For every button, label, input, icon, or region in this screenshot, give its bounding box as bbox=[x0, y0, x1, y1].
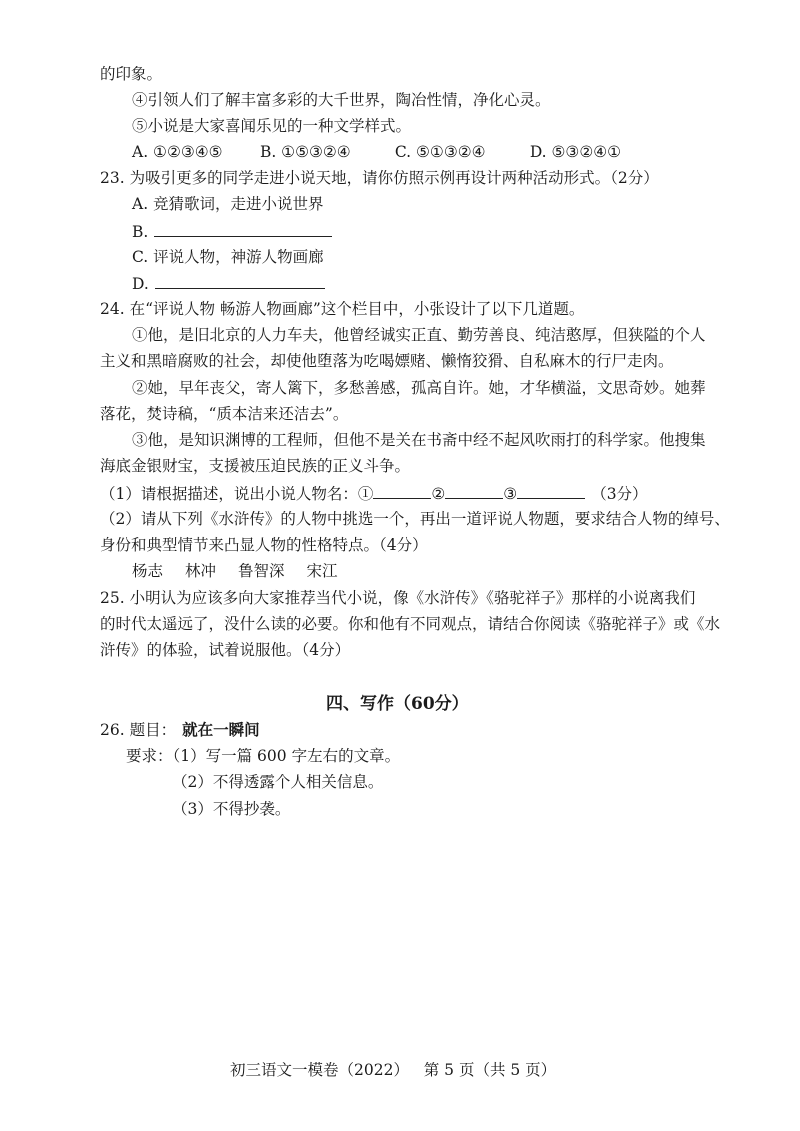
q26-requirement-text: （1）写一篇 600 字左右的文章。 bbox=[172, 747, 401, 765]
character-name: 林冲 bbox=[185, 562, 217, 580]
character-name: 鲁智深 bbox=[238, 562, 285, 580]
q24-para2-line1: ②她，早年丧父，寄人篱下，多愁善感，孤高自许。她，才华横溢，文思奇妙。她葬 bbox=[132, 379, 706, 397]
q25-line3: 浒传》的体验，试着说服他。（4分） bbox=[100, 641, 351, 659]
q23-example-a: A. 竞猜歌词，走进小说世界 bbox=[132, 195, 324, 213]
q23-item-d bbox=[132, 272, 325, 295]
q23-stem: 23. 为吸引更多的同学走进小说天地，请你仿照示例再设计两种活动形式。（2分） bbox=[100, 169, 659, 187]
q24-sub1-prefix: （1）请根据描述，说出小说人物名：① bbox=[100, 485, 374, 503]
q22-options bbox=[132, 141, 621, 163]
q24-character-list bbox=[132, 560, 360, 582]
character-name: 宋江 bbox=[306, 562, 338, 580]
q22-option-d: D. ⑤③②④① bbox=[529, 143, 622, 161]
q25-line1: 25. 小明认为应该多向大家推荐当代小说，像《水浒传》《骆驼祥子》那样的小说离我们 bbox=[100, 589, 696, 607]
q26-title: 就在一瞬间 bbox=[182, 720, 260, 739]
q22-continuation: 的印象。 bbox=[100, 65, 163, 83]
q23-label-b: B. bbox=[132, 223, 149, 241]
q24-stem: 24. 在“评说人物 畅游人物画廊”这个栏目中，小张设计了以下几道题。 bbox=[100, 300, 585, 318]
q22-option-a: A. ①②③④⑤ bbox=[132, 143, 223, 161]
q24-para1-line2: 主义和黑暗腐败的社会，却使他堕落为吃喝嫖赌、懒惰狡猾、自私麻木的行尸走肉。 bbox=[100, 352, 674, 370]
q24-sub2-line1: （2）请从下列《水浒传》的人物中挑选一个，再出一道评说人物题，要求结合人物的绰号、 bbox=[100, 510, 730, 528]
q22-item-5: ⑤小说是大家喜闻乐见的一种文学样式。 bbox=[132, 117, 412, 135]
q24-para1-line1: ①他，是旧北京的人力车夫，他曾经诚实正直、勤劳善良、纯洁憨厚，但狭隘的个人 bbox=[132, 326, 706, 344]
q24-sub1 bbox=[100, 482, 648, 505]
q24-para2-line2: 落花，焚诗稿，“质本洁来还洁去”。 bbox=[100, 405, 349, 423]
section-heading: 四、写作（60分） bbox=[326, 694, 469, 714]
q26-requirement-label: 要求： bbox=[126, 747, 173, 765]
q24-sub1-score: （3分） bbox=[591, 485, 648, 503]
q23-answer-d-blank[interactable] bbox=[155, 272, 325, 289]
q23-label-d: D. bbox=[132, 275, 149, 293]
q24-sub1-marker-2: ② bbox=[431, 485, 446, 503]
q23-answer-b-blank[interactable] bbox=[154, 220, 332, 237]
q23-example-c: C. 评说人物，神游人物画廊 bbox=[132, 248, 324, 266]
q26-label: 26. 题目： bbox=[100, 721, 177, 739]
q25-line2: 的时代太遥远了，没什么读的必要。你和他有不同观点，请结合你阅读《骆驼祥子》或《水 bbox=[100, 615, 721, 633]
q24-sub2-line2: 身份和典型情节来凸显人物的性格特点。（4分） bbox=[100, 536, 428, 554]
q22-option-b: B. ①⑤③②④ bbox=[259, 143, 351, 161]
page-footer: 初三语文一模卷（2022） 第 5 页（共 5 页） bbox=[230, 1061, 557, 1079]
q22-item-4: ④引领人们了解丰富多彩的大千世界，陶冶性情，净化心灵。 bbox=[132, 91, 551, 109]
q26-topic bbox=[100, 719, 260, 741]
q22-option-c: C. ⑤①③②④ bbox=[394, 143, 486, 161]
q24-answer-2-blank[interactable] bbox=[445, 482, 503, 499]
character-name: 杨志 bbox=[132, 562, 164, 580]
q26-requirement-3: （3）不得抄袭。 bbox=[172, 800, 291, 818]
q23-item-b bbox=[132, 220, 332, 243]
q24-sub1-marker-3: ③ bbox=[503, 485, 518, 503]
q26-requirement-2: （2）不得透露个人相关信息。 bbox=[172, 773, 384, 791]
q24-answer-1-blank[interactable] bbox=[373, 482, 431, 499]
q24-para3-line2: 海底金银财宝，支援被压迫民族的正义斗争。 bbox=[100, 457, 411, 475]
q24-para3-line1: ③他，是知识渊博的工程师，但他不是关在书斋中经不起风吹雨打的科学家。他搜集 bbox=[132, 431, 706, 449]
q24-answer-3-blank[interactable] bbox=[517, 482, 585, 499]
q26-requirement-1 bbox=[126, 745, 400, 767]
